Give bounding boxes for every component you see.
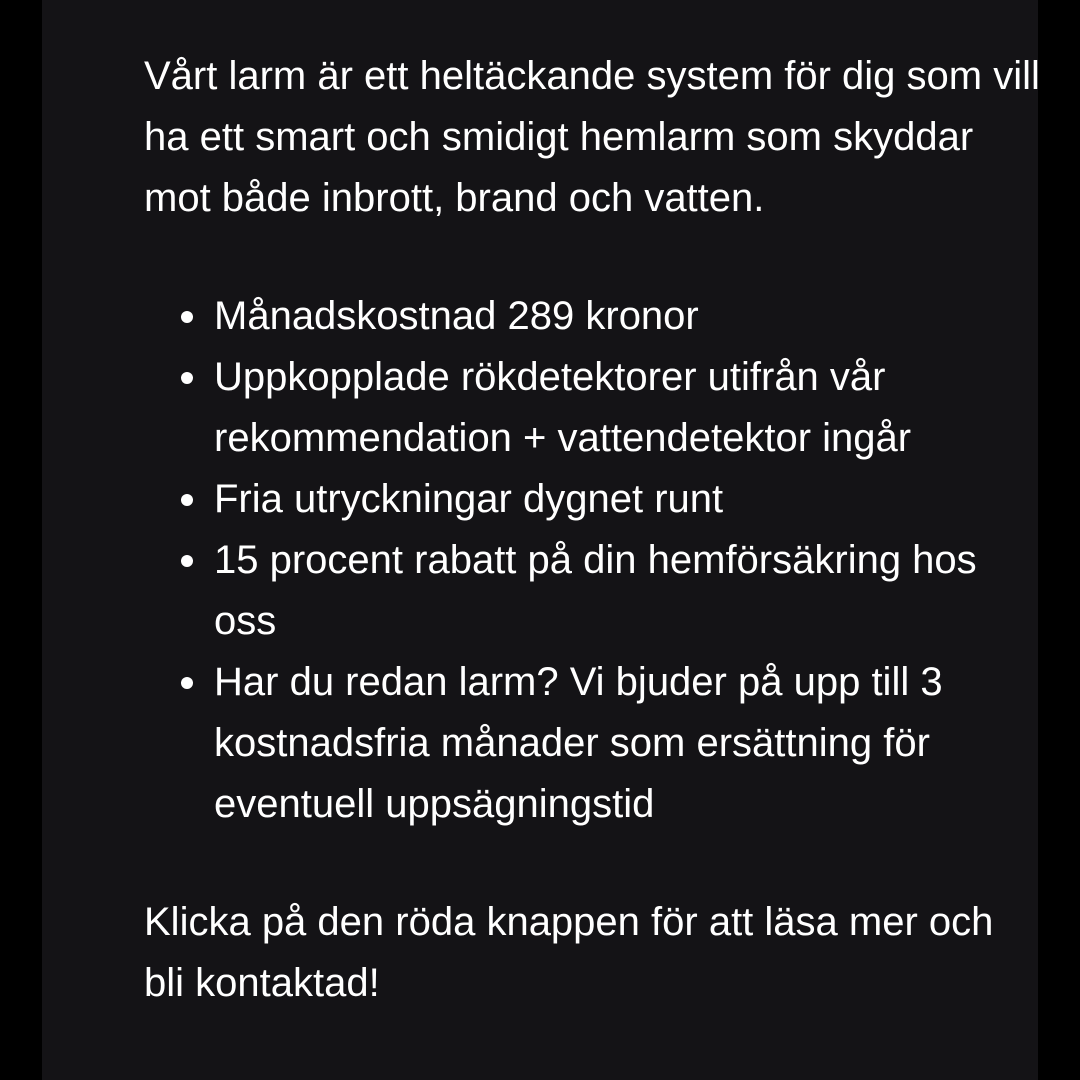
list-item-text: Fria utryckningar dygnet runt <box>214 477 724 521</box>
bullet-icon <box>181 372 193 384</box>
call-to-action-text: Klicka på den röda knappen för att läsa mer och bli kontaktad! <box>144 900 994 1005</box>
bullet-icon <box>181 311 193 323</box>
list-item-text: Uppkopplade rökdetektorer utifrån vår rekommendation + vattendetektor ingår <box>214 355 912 460</box>
list-item-text: Har du redan larm? Vi bjuder på upp till 3 kostnadsfria månader som ersättning för eventuell uppsägningstid <box>214 660 943 826</box>
list-item-text: Månadskostnad 289 kronor <box>214 294 699 338</box>
post-body <box>144 46 1044 1014</box>
list-item-text: 15 procent rabatt på din hemförsäkring hos oss <box>214 538 977 643</box>
post-card <box>42 0 1038 1080</box>
list-item <box>144 347 1044 469</box>
intro-paragraph: Vårt larm är ett heltäckande system för dig som vill ha ett smart och smidigt hemlarm som skyddar mot både inbrott, brand och vatten. <box>144 54 1040 220</box>
bullet-icon <box>181 494 193 506</box>
list-item <box>144 652 1044 835</box>
bullet-icon <box>181 555 193 567</box>
bullet-icon <box>181 677 193 689</box>
list-item <box>144 286 1044 347</box>
list-item <box>144 530 1044 652</box>
feature-list <box>144 286 1044 835</box>
list-item <box>144 469 1044 530</box>
